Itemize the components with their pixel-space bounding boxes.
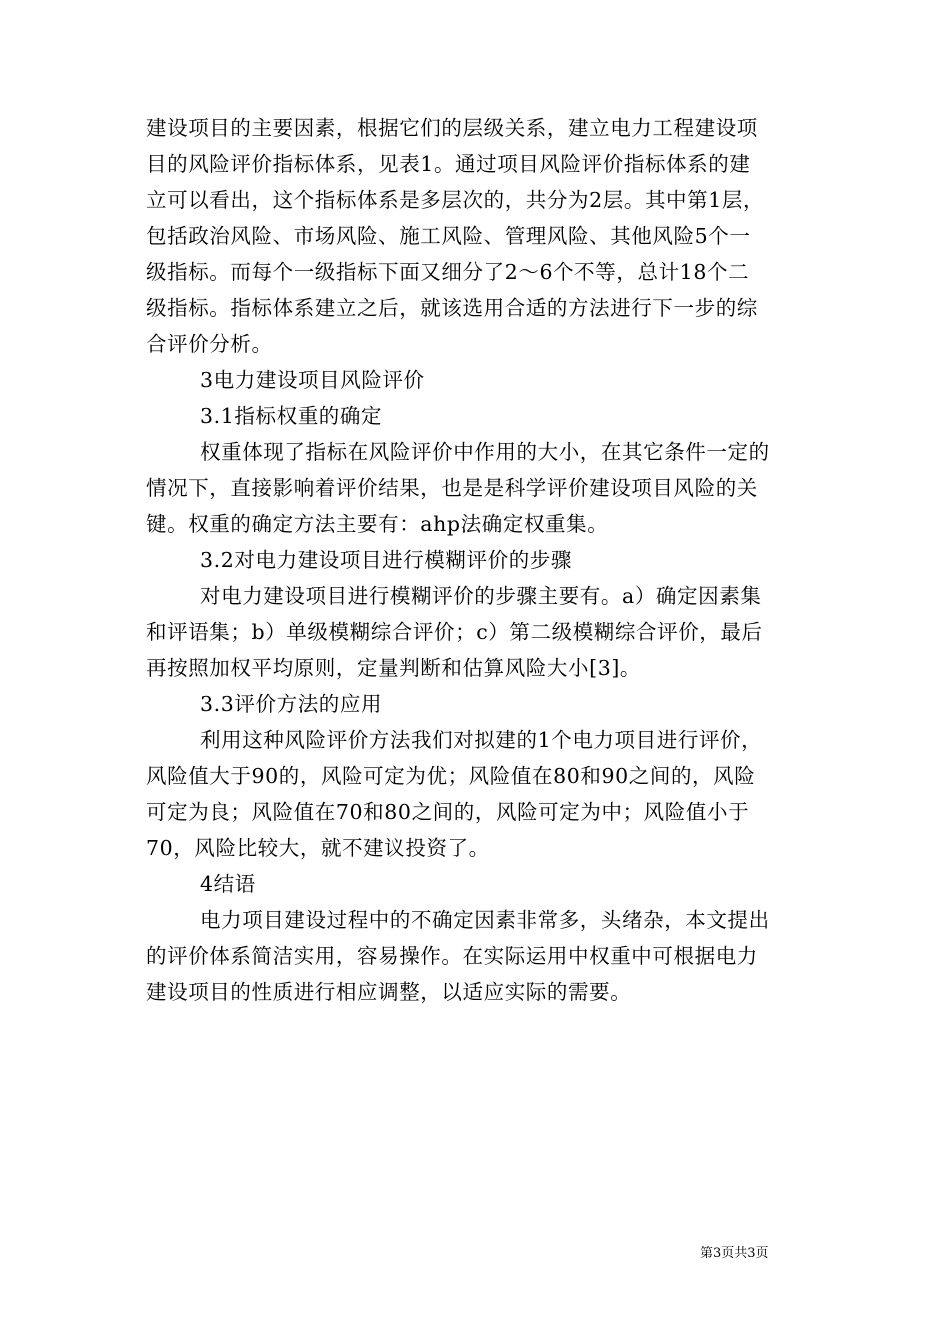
page-footer: 第3页共3页 xyxy=(700,1246,769,1261)
text-line: 对电力建设项目进行模糊评价的步骤主要有。a）确定因素集 xyxy=(200,584,762,608)
text-line: 建设项目的主要因素，根据它们的层级关系，建立电力工程建设项 xyxy=(146,116,758,140)
text-line: 风险值大于90的，风险可定为优；风险值在80和90之间的，风险 xyxy=(146,764,756,788)
text-line: 级指标。指标体系建立之后，就该选用合适的方法进行下一步的综 xyxy=(146,296,758,320)
text-line: 合评价分析。 xyxy=(146,332,273,356)
text-line: 3电力建设项目风险评价 xyxy=(200,368,425,392)
text-line: 立可以看出，这个指标体系是多层次的，共分为2层。其中第1层， xyxy=(146,188,765,212)
text-line: 的评价体系简洁实用，容易操作。在实际运用中权重中可根据电力 xyxy=(146,944,758,968)
text-line: 电力项目建设过程中的不确定因素非常多，头绪杂，本文提出 xyxy=(200,908,770,932)
text-line: 3.3评价方法的应用 xyxy=(200,692,383,716)
text-line: 建设项目的性质进行相应调整，以适应实际的需要。 xyxy=(146,980,632,1004)
text-line: 4结语 xyxy=(200,872,256,896)
document-body xyxy=(146,110,808,1010)
text-line: 包括政治风险、市场风险、施工风险、管理风险、其他风险5个一 xyxy=(146,224,751,248)
text-line: 和评语集；b）单级模糊综合评价；c）第二级模糊综合评价，最后 xyxy=(146,620,763,644)
text-line: 3.1指标权重的确定 xyxy=(200,404,383,428)
text-line: 权重体现了指标在风险评价中作用的大小，在其它条件一定的 xyxy=(200,440,770,464)
text-line: 级指标。而每个一级指标下面又细分了2～6个不等，总计18个二 xyxy=(146,260,750,284)
text-line: 情况下，直接影响着评价结果，也是是科学评价建设项目风险的关 xyxy=(146,476,758,500)
text-line: 再按照加权平均原则，定量判断和估算风险大小[3]。 xyxy=(146,656,642,680)
text-line: 可定为良；风险值在70和80之间的，风险可定为中；风险值小于 xyxy=(146,800,750,824)
text-line: 目的风险评价指标体系，见表1。通过项目风险评价指标体系的建 xyxy=(146,152,751,176)
text-line: 键。权重的确定方法主要有：ahp法确定权重集。 xyxy=(146,512,609,536)
text-line: 利用这种风险评价方法我们对拟建的1个电力项目进行评价， xyxy=(200,728,763,752)
text-line: 3.2对电力建设项目进行模糊评价的步骤 xyxy=(200,548,573,572)
text-line: 70，风险比较大，就不建议投资了。 xyxy=(146,836,490,860)
